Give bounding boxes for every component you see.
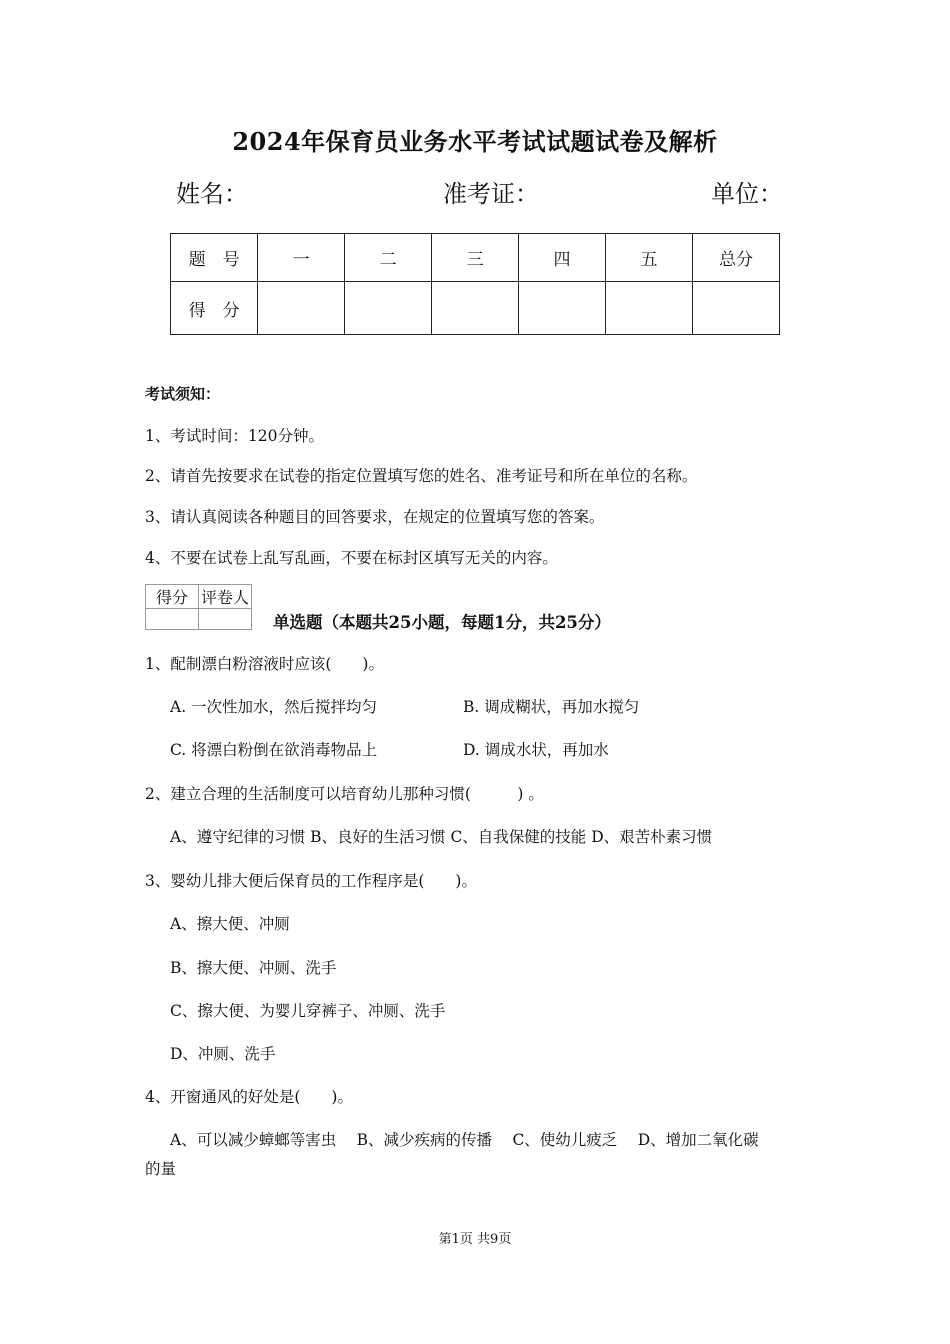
question-stem: 2、建立合理的生活制度可以培育幼儿那种习惯( ) 。 (145, 785, 544, 803)
notice-item: 4、不要在试卷上乱写乱画，不要在标封区填写无关的内容。 (145, 549, 558, 567)
question-stem: 1、配制漂白粉溶液时应该( )。 (145, 655, 384, 673)
score-cell-3 (432, 282, 519, 335)
score-cell-5 (606, 282, 693, 335)
grader-score-cell (146, 609, 199, 630)
header-cell-1: 一 (258, 234, 345, 282)
score-table-score-row (171, 282, 780, 335)
question-option: B、擦大便、冲厕、洗手 (170, 959, 337, 977)
header-cell-4: 四 (519, 234, 606, 282)
score-table (170, 233, 780, 335)
header-cell-question-no: 题 号 (171, 234, 258, 282)
notice-item: 3、请认真阅读各种题目的回答要求，在规定的位置填写您的答案。 (145, 508, 605, 526)
unit-label: 单位： (711, 180, 783, 208)
score-cell-1 (258, 282, 345, 335)
notice-heading: 考试须知： (145, 385, 221, 403)
page-footer: 第1页 共9页 (438, 1232, 512, 1247)
notice-item: 1、考试时间：120分钟。 (145, 427, 324, 445)
header-cell-2: 二 (345, 234, 432, 282)
grader-box (145, 584, 252, 630)
header-cell-3: 三 (432, 234, 519, 282)
question-option: C、擦大便、为婴儿穿裤子、冲厕、洗手 (170, 1002, 446, 1020)
page-title: 2024年保育员业务水平考试试题试卷及解析 (232, 127, 718, 156)
grader-score-label: 得分 (146, 585, 199, 609)
question-options: A、遵守纪律的习惯 B、良好的生活习惯 C、自我保健的技能 D、艰苦朴素习惯 (170, 828, 713, 846)
section-title: 单选题（本题共25小题，每题1分，共25分） (273, 613, 611, 632)
grader-reviewer-cell (199, 609, 252, 630)
score-cell-2 (345, 282, 432, 335)
score-table-header-row (171, 234, 780, 282)
question-option: A、擦大便、冲厕 (170, 915, 290, 933)
question-stem: 3、婴幼儿排大便后保育员的工作程序是( )。 (145, 872, 477, 890)
score-row-label: 得 分 (171, 282, 258, 335)
question-option: D. 调成水状，再加水 (463, 741, 609, 759)
notice-item: 2、请首先按要求在试卷的指定位置填写您的姓名、准考证号和所在单位的名称。 (145, 467, 698, 485)
question-option: B. 调成糊状，再加水搅匀 (463, 698, 640, 716)
grader-reviewer-label: 评卷人 (199, 585, 252, 609)
question-option: D、冲厕、洗手 (170, 1045, 276, 1063)
question-stem: 4、开窗通风的好处是( )。 (145, 1088, 353, 1106)
score-cell-4 (519, 282, 606, 335)
score-cell-total (692, 282, 779, 335)
question-options: A、可以减少蟑螂等害虫 B、减少疾病的传播 C、使幼儿疲乏 D、增加二氧化碳 (170, 1131, 759, 1149)
question-option: A. 一次性加水，然后搅拌均匀 (170, 698, 378, 716)
name-label: 姓名： (176, 180, 248, 208)
question-option: C. 将漂白粉倒在欲消毒物品上 (170, 741, 378, 759)
header-cell-total: 总分 (692, 234, 779, 282)
question-options-wrap: 的量 (145, 1160, 177, 1178)
exam-number-label: 准考证： (443, 180, 539, 208)
header-cell-5: 五 (606, 234, 693, 282)
